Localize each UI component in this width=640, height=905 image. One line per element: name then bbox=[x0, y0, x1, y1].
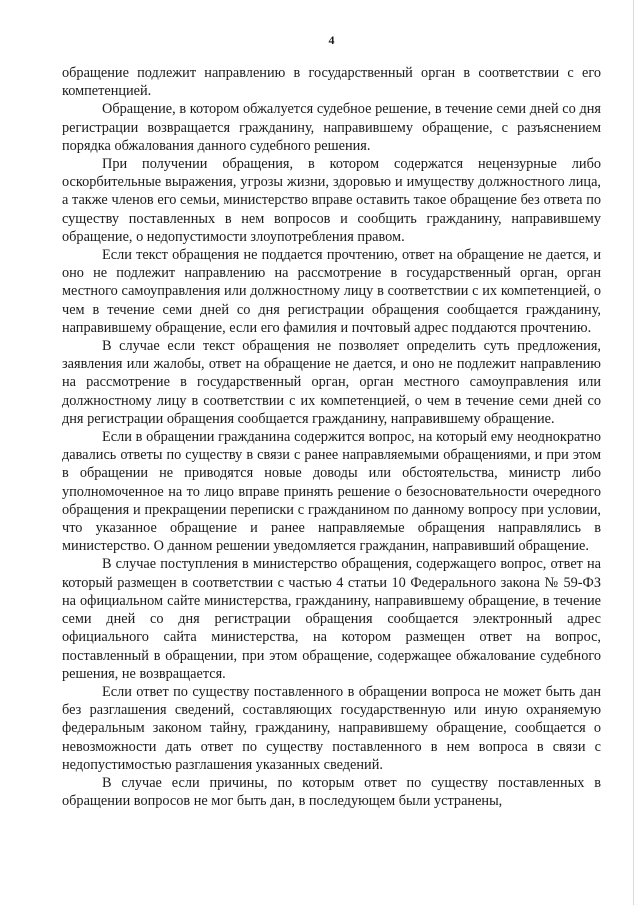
paragraph-1: обращение подлежит направлению в государственный орган в соответствии с его компетенцией. bbox=[62, 65, 601, 100]
paragraph-5: В случае если текст обращения не позволяет определить суть предложения, заявления или жалобы, ответ на обращение не дается, и оно не подлежит направлению на рассмотрение в государственный орган, орган местного самоуправления или должностному лицу в соответствии с их компетенцией, о чем в течение семи дней со дня регистрации обращения сообщается гражданину, направившему обращение. bbox=[62, 338, 601, 427]
paragraph-8: Если ответ по существу поставленного в обращении вопроса не может быть дан без разглашения сведений, составляющих государственную или иную охраняемую федеральным законом тайну, гражданину, направившему обращение, сообщается о невозможности дать ответ по существу поставленного в нем вопроса в связи с недопустимостью разглашения указанных сведений. bbox=[62, 683, 601, 773]
paragraph-6: Если в обращении гражданина содержится вопрос, на который ему неоднократно давались ответы по существу в связи с ранее направляемыми обращениями, и при этом в обращении не приводятся новые доводы или обстоятельства, министр либо уполномоченное на то лицо вправе принять решение о безосновательности очередного обращения и прекращении переписки с гражданином по данному вопросу при условии, что указанное обращение и ранее направляемые обращения направлялись в министерство. О данном решении уведомляется гражданин, направивший обращение. bbox=[62, 429, 601, 555]
scan-edge-line bbox=[633, 0, 634, 905]
paragraph-7: В случае поступления в министерство обращения, содержащего вопрос, ответ на который размещен в соответствии с частью 4 статьи 10 Федерального закона № 59-ФЗ на официальном сайте министерства, гражданину, направившему обращение, в течение семи дней со дня регистрации обращения сообщается электронный адрес официального сайта министерства, на котором размещен ответ на вопрос, поставленный в обращении, при этом обращение, содержащее обжалование судебного решения, не возвращается. bbox=[62, 556, 601, 682]
document-body bbox=[62, 64, 601, 810]
paragraph-2: Обращение, в котором обжалуется судебное решение, в течение семи дней со дня регистрации возвращается гражданину, направившему обращение, с разъяснением порядка обжалования данного судебного решения. bbox=[62, 101, 601, 154]
paragraph-4: Если текст обращения не поддается прочтению, ответ на обращение не дается, и оно не подлежит направлению на рассмотрение в государственный орган, орган местного самоуправления или должностному лицу в соответствии с их компетенцией, о чем в течение семи дней со дня регистрации обращения сообщается гражданину, направившему обращение, если его фамилия и почтовый адрес поддаются прочтению. bbox=[62, 247, 601, 336]
paragraph-3: При получении обращения, в котором содержатся нецензурные либо оскорбительные выражения, угрозы жизни, здоровью и имуществу должностного лица, а также членов его семьи, министерство вправе оставить такое обращение без ответа по существу поставленных в нем вопросов и сообщить гражданину, направившему обращение, о недопустимости злоупотребления правом. bbox=[62, 156, 601, 245]
paragraph-9: В случае если причины, по которым ответ по существу поставленных в обращении вопросов не мог быть дан, в последующем были устранены, bbox=[62, 774, 601, 810]
page-number: 4 bbox=[328, 33, 335, 47]
